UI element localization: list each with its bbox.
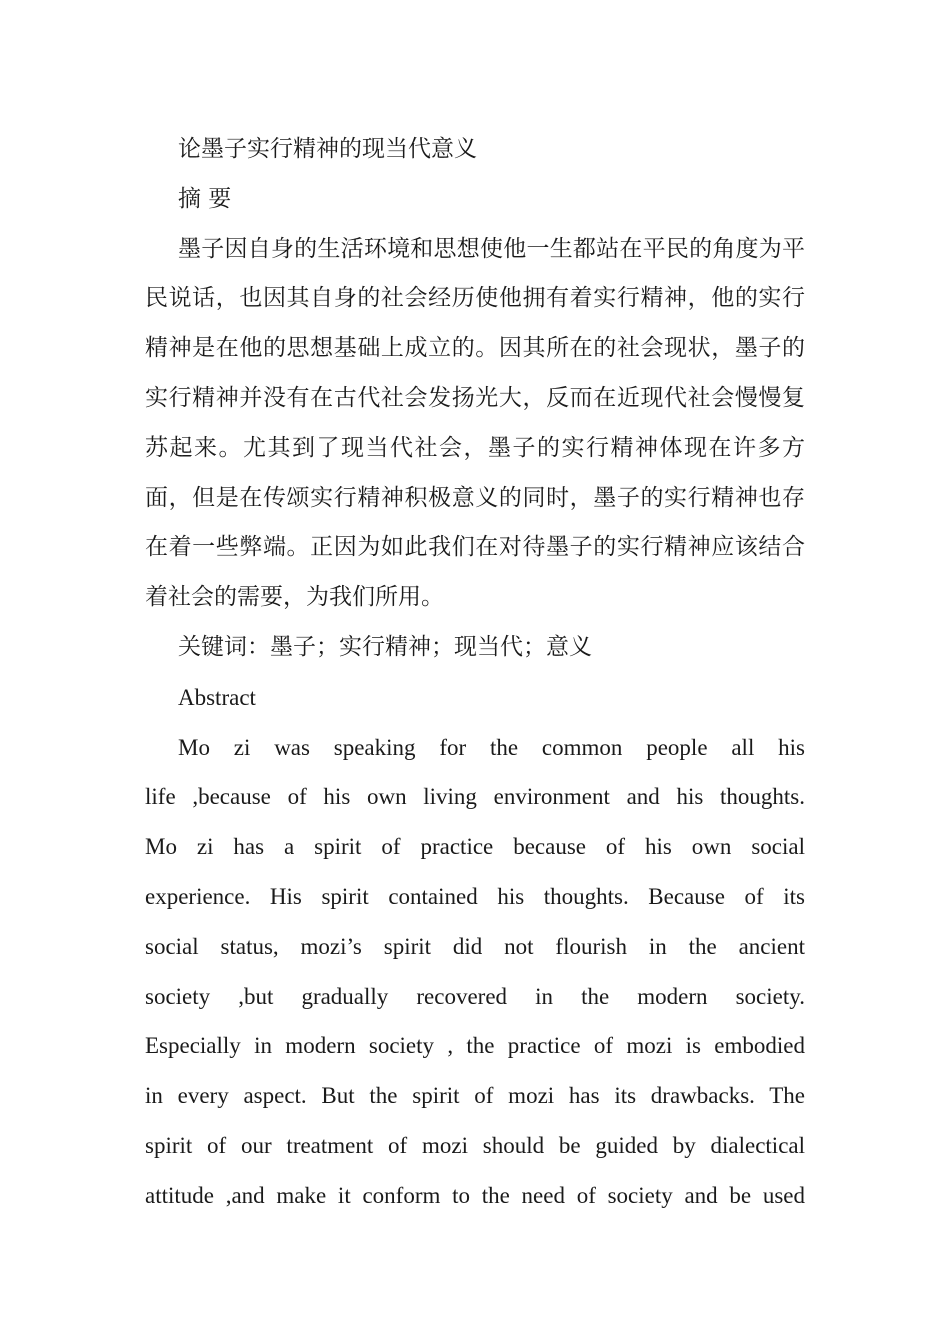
abstract-heading-en: Abstract bbox=[178, 684, 256, 710]
abstract-en-line: spirit of our treatment of mozi should be guided by dialectical bbox=[145, 1132, 805, 1158]
abstract-en-line: experience. His spirit contained his thoughts. Because of its bbox=[145, 883, 805, 909]
abstract-en-line: society ,but gradually recovered in the modern society. bbox=[145, 983, 805, 1009]
abstract-en-line: Mo zi has a spirit of practice because of his own social bbox=[145, 834, 805, 860]
abstract-heading-zh: 摘 要 bbox=[178, 185, 232, 212]
abstract-en-line: in every aspect. But the spirit of mozi has its drawbacks. The bbox=[145, 1083, 805, 1109]
abstract-en-line: life ,because of his own living environment and his thoughts. bbox=[145, 784, 805, 810]
abstract-en-line: Mo zi was speaking for the common people all his bbox=[178, 734, 805, 760]
document-body bbox=[145, 125, 805, 1221]
document-title: 论墨子实行精神的现当代意义 bbox=[178, 136, 477, 162]
abstract-paragraph-zh: 墨子因自身的生活环境和思想使他一生都站在平民的角度为平民说话，也因其自身的社会经历使他拥有着实行精神，他的实行精神是在他的思想基础上成立的。因其所在的社会现状，墨子的实行精神并没有在古代社会发扬光大，反而在近现代社会慢慢复苏起来。尤其到了现当代社会，墨子的实行精神体现在许多方面，但是在传颂实行精神积极意义的同时，墨子的实行精神也存在着一些弊端。正因为如此我们在对待墨子的实行精神应该结合着社会的需要，为我们所用。 bbox=[145, 235, 805, 611]
keywords-zh: 关键词：墨子；实行精神；现当代；意义 bbox=[178, 633, 592, 660]
abstract-en-line: Especially in modern society , the practice of mozi is embodied bbox=[145, 1033, 805, 1059]
abstract-en-line: social status, mozi’s spirit did not flourish in the ancient bbox=[145, 933, 805, 959]
abstract-en-line: attitude ,and make it conform to the need of society and be used bbox=[145, 1182, 805, 1208]
abstract-paragraph-en bbox=[145, 723, 805, 1221]
